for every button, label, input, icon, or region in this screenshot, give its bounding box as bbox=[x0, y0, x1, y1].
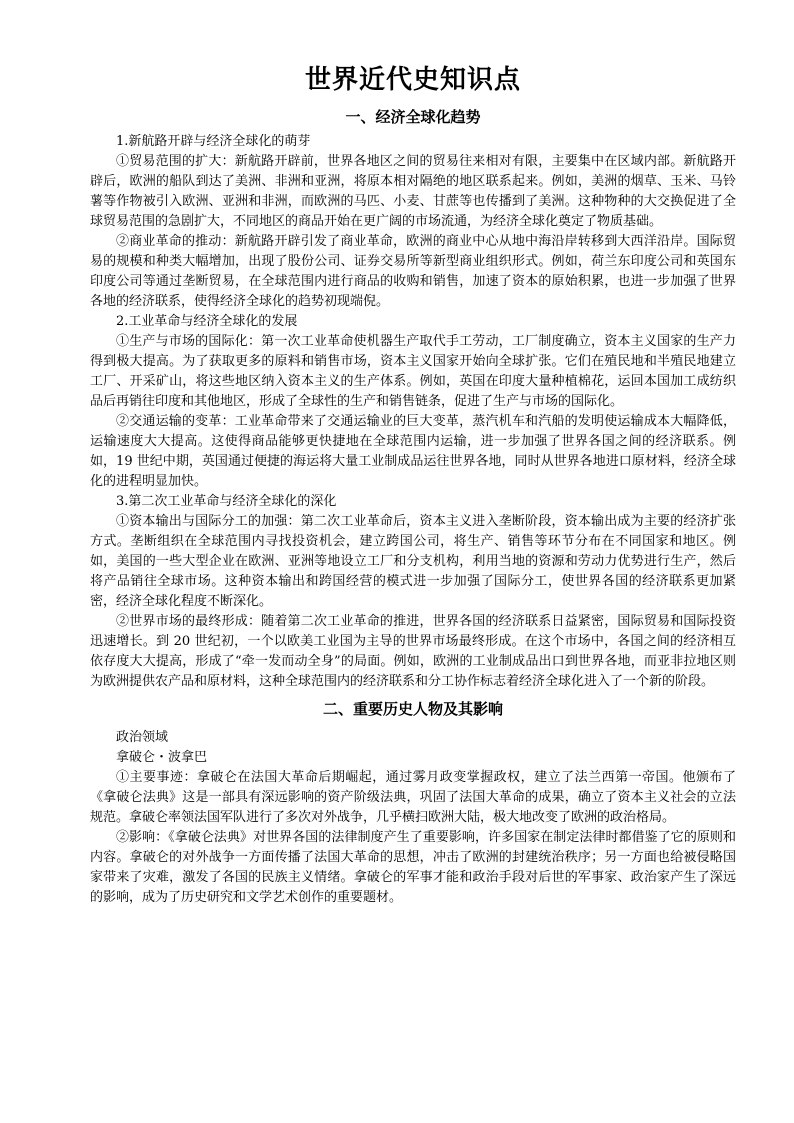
person-name: 拿破仑・波拿巴 bbox=[116, 750, 208, 765]
subsection-heading-new-routes: 1.新航路开辟与经济全球化的萌芽 bbox=[116, 134, 311, 149]
paragraph-trade-expansion: ①贸易范围的扩大：新航路开辟前，世界各地区之间的贸易往来相对有限，主要集中在区域内部。新航路开辟后，欧洲的船队到达了美洲、非洲和亚洲，将原本相对隔绝的地区联系起来。例如，美洲的烟草、玉米、马铃薯等作物被引入欧洲、亚洲和非洲，而欧洲的马匹、小麦、甘蔗等也传播到了美洲。这种物种的大交换促进了全球贸易范围的急剧扩大，不同地区的商品开始在更广阔的市场流通，为经济全球化奠定了物质基础。 bbox=[90, 154, 736, 229]
paragraph-transport-change: ②交通运输的变革：工业革命带来了交通运输业的巨大变革，蒸汽机车和汽船的发明使运输成本大幅降低，运输速度大大提高。这使得商品能够更快捷地在全球范围内运输，进一步加强了世界各国之间的经济联系。例如，19 世纪中期，英国通过便捷的海运将大量工业制成品运往世界各地，同时从世界各地进口原材料，经济全球化的进程明显加快。 bbox=[90, 414, 736, 489]
paragraph-production-market: ①生产与市场的国际化：第一次工业革命使机器生产取代手工劳动，工厂制度确立，资本主义国家的生产力得到极大提高。为了获取更多的原料和销售市场，资本主义国家开始向全球扩张。它们在殖民地和半殖民地建立工厂、开采矿山，将这些地区纳入资本主义的生产体系。例如，英国在印度大量种植棉花，运回本国加工成纺织品后再销往印度和其他地区，形成了全球性的生产和销售链条，促进了生产与市场的国际化。 bbox=[90, 334, 736, 409]
subsection-heading-industrial-revolution: 2.工业革命与经济全球化的发展 bbox=[116, 314, 298, 329]
document-page bbox=[90, 60, 736, 908]
paragraph-influence: ②影响：《拿破仑法典》对世界各国的法律制度产生了重要影响，许多国家在制定法律时都借鉴了它的原则和内容。拿破仑的对外战争一方面传播了法国大革命的思想，冲击了欧洲的封建统治秩序；另一方面也给被侵略国家带来了灾难，激发了各国的民族主义情绪。拿破仑的军事才能和政治手段对后世的军事家、政治家产生了深远的影响，成为了历史研究和文学艺术创作的重要题材。 bbox=[90, 830, 736, 905]
paragraph-main-deeds: ①主要事迹：拿破仑在法国大革命后期崛起，通过雾月政变掌握政权，建立了法兰西第一帝国。他颁布了《拿破仑法典》这是一部具有深远影响的资产阶级法典，巩固了法国大革命的成果，确立了资本主义社会的立法规范。拿破仑率领法国军队进行了多次对外战争，几乎横扫欧洲大陆，极大地改变了欧洲的政治格局。 bbox=[90, 770, 736, 825]
subsection-heading-second-industrial-revolution: 3.第二次工业革命与经济全球化的深化 bbox=[116, 494, 337, 509]
paragraph-world-market: ②世界市场的最终形成：随着第二次工业革命的推进，世界各国的经济联系日益紧密，国际贸易和国际投资迅速增长。到 20 世纪初，一个以欧美工业国为主导的世界市场最终形成。在这个市场中，各国之间的经济相互依存度大大提高，形成了“牵一发而动全身”的局面。例如，欧洲的工业制成品出口到世界各地，而亚非拉地区则为欧洲提供农产品和原材料，这种全球范围内的经济联系和分工协作标志着经济全球化进入了一个新的阶段。 bbox=[90, 614, 736, 689]
page-title: 世界近代史知识点 bbox=[304, 65, 521, 95]
section-heading-historical-figures: 二、重要历史人物及其影响 bbox=[322, 700, 503, 718]
field-label-politics: 政治领域 bbox=[116, 730, 169, 745]
paragraph-capital-export: ①资本输出与国际分工的加强：第二次工业革命后，资本主义进入垄断阶段，资本输出成为主要的经济扩张方式。垄断组织在全球范围内寻找投资机会，建立跨国公司，将生产、销售等环节分布在不同国家和地区。例如，美国的一些大型企业在欧洲、亚洲等地设立工厂和分支机构，利用当地的资源和劳动力优势进行生产，然后将产品销往全球市场。这种资本输出和跨国经营的模式进一步加强了国际分工，使世界各国的经济联系更加紧密，经济全球化程度不断深化。 bbox=[90, 514, 736, 609]
paragraph-commercial-revolution: ②商业革命的推动：新航路开辟引发了商业革命，欧洲的商业中心从地中海沿岸转移到大西洋沿岸。国际贸易的规模和种类大幅增加，出现了股份公司、证券交易所等新型商业组织形式。例如，荷兰东印度公司和英国东印度公司等通过垄断贸易，在全球范围内进行商品的收购和销售，加速了资本的原始积累，也进一步加强了世界各地的经济联系，使得经济全球化的趋势初现端倪。 bbox=[90, 234, 736, 309]
section-heading-economic-globalization: 一、经济全球化趋势 bbox=[345, 108, 481, 126]
